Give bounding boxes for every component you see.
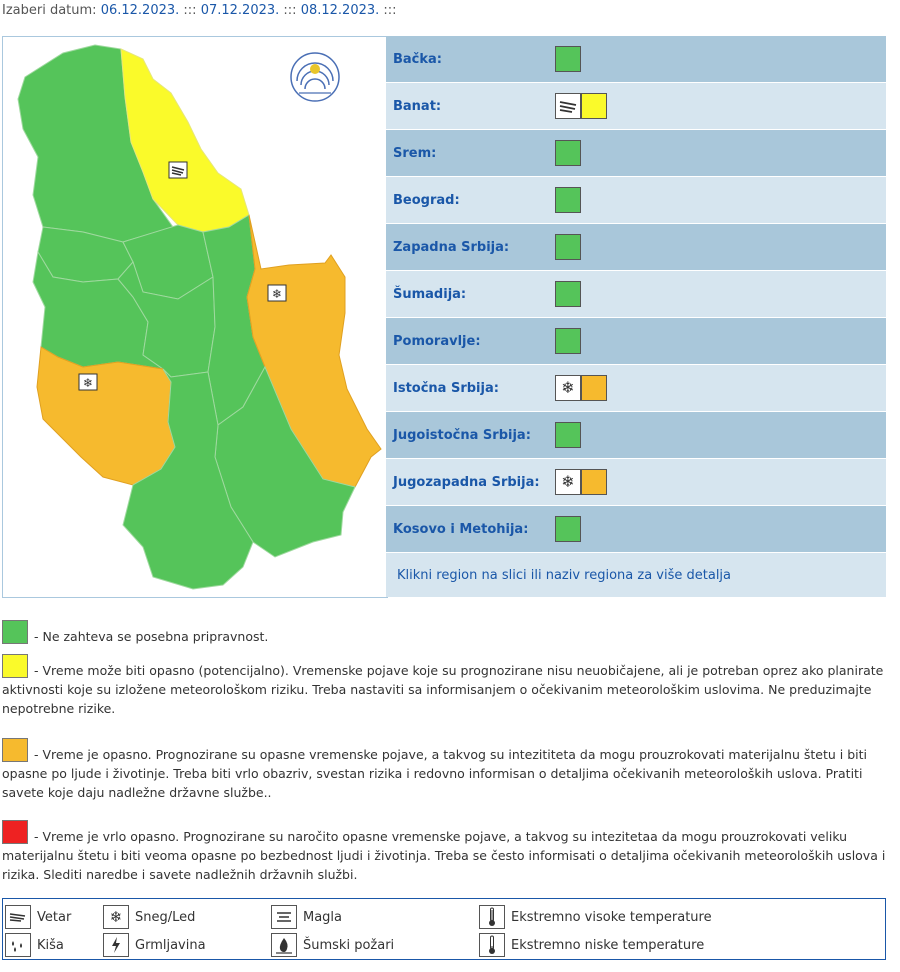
map-snow-marker [79, 374, 97, 390]
fog-icon [271, 905, 297, 929]
region-row[interactable] [386, 130, 886, 177]
warning-level-swatch [555, 140, 581, 166]
date-link-1[interactable]: 06.12.2023. [100, 3, 180, 18]
warning-indicator [555, 516, 581, 542]
region-name[interactable]: Jugozapadna Srbija: [393, 474, 540, 490]
icon-legend-label: Kiša [37, 937, 64, 953]
warning-indicator [555, 469, 607, 495]
wind-icon [5, 905, 31, 929]
map-snow-marker [268, 285, 286, 301]
svg-text:❄: ❄ [271, 287, 283, 301]
region-list [386, 36, 886, 597]
region-row[interactable] [386, 177, 886, 224]
warning-indicator [555, 234, 581, 260]
region-row[interactable] [386, 36, 886, 83]
date-separator: ::: [283, 3, 297, 18]
legend-orange [2, 738, 886, 802]
warning-indicator [555, 140, 581, 166]
thunderstorm-icon [103, 933, 129, 957]
region-row[interactable] [386, 506, 886, 553]
legend-text-red: - Vreme je vrlo opasno. Prognozirane su naročito opasne vremenske pojave, a takvog su intezitetaa da mogu prouzrokovati veliku materijalnu štetu i biti veoma opasne po bezbednost ljudi i životinja. Treba se često informisati o detaljima očekivanih meteoroloških uslova i rizika. Slediti naredbe i savete nadležnih državnih službi. [2, 829, 886, 882]
legend-text-yellow: - Vreme može biti opasno (potencijalno). Vremenske pojave koje su prognozirane nisu neuobičajene, ali je potreban oprez ako planirate aktivnosti koje su izložene meteorološkom riziku. Treba nastaviti sa informisanjem o očekivanim meteorološkim uslovima. Ne preduzimajte nepotrebne rizike. [2, 663, 884, 716]
region-name[interactable]: Srem: [393, 145, 437, 161]
icon-legend-item [5, 905, 71, 929]
forest-fire-icon [271, 933, 297, 957]
region-name[interactable]: Pomoravlje: [393, 333, 481, 349]
region-name[interactable]: Istočna Srbija: [393, 380, 499, 396]
region-row[interactable] [386, 224, 886, 271]
icon-legend-item [5, 933, 64, 957]
warning-indicator [555, 328, 581, 354]
icon-legend-item [271, 905, 342, 929]
icon-legend-item [103, 933, 206, 957]
icon-legend-item [479, 905, 712, 929]
legend-swatch-red [2, 820, 28, 844]
warning-level-swatch [581, 93, 607, 119]
icon-legend-label: Magla [303, 909, 343, 925]
warning-level-swatch [581, 469, 607, 495]
legend-swatch-orange [2, 738, 28, 762]
warning-map [2, 36, 388, 598]
region-row[interactable] [386, 271, 886, 318]
date-link-2[interactable]: 07.12.2023. [200, 3, 280, 18]
wind-icon [555, 93, 581, 119]
icon-legend-label: Ekstremno niske temperature [511, 937, 705, 953]
region-row[interactable] [386, 318, 886, 365]
legend-text-green: - Ne zahteva se posebna pripravnost. [34, 629, 269, 644]
warning-indicator [555, 281, 581, 307]
icon-legend [2, 898, 886, 960]
snow-ice-icon: ❄ [103, 905, 129, 929]
legend-green [2, 620, 886, 646]
legend-red [2, 820, 886, 884]
svg-text:❄: ❄ [82, 376, 94, 390]
icon-legend-label: Sneg/Led [135, 909, 196, 925]
warning-indicator [555, 422, 581, 448]
warning-indicator [555, 375, 607, 401]
warning-indicator [555, 46, 581, 72]
region-name[interactable]: Beograd: [393, 192, 460, 208]
rhmz-logo [291, 53, 339, 101]
region-name[interactable]: Kosovo i Metohija: [393, 521, 529, 537]
region-row[interactable] [386, 412, 886, 459]
date-separator: ::: [183, 3, 197, 18]
legend-text-orange: - Vreme je opasno. Prognozirane su opasne vremenske pojave, a takvog su intezititeta da mogu prouzrokovati materijalnu štetu i biti opasne po ljude i životinje. Treba biti vrlo obazriv, svestan rizika i redovno informisan o detaljima očekivanih meteoroloških uslova. Pratiti savete koje daju nadležne državne službe.. [2, 747, 868, 800]
rain-icon [5, 933, 31, 957]
map-wind-marker [169, 162, 187, 178]
warning-level-swatch [555, 328, 581, 354]
region-name[interactable]: Bačka: [393, 51, 443, 67]
region-row[interactable] [386, 459, 886, 506]
date-link-3[interactable]: 08.12.2023. [300, 3, 380, 18]
legend-swatch-green [2, 620, 28, 644]
date-separator: ::: [383, 3, 397, 18]
warning-level-swatch [555, 234, 581, 260]
map-hint: Klikni region na slici ili naziv regiona za više detalja [386, 553, 886, 597]
serbia-map [3, 37, 387, 597]
icon-legend-label: Ekstremno visoke temperature [511, 909, 712, 925]
date-selector [2, 3, 397, 18]
snow-ice-icon: ❄ [555, 469, 581, 495]
region-row[interactable] [386, 83, 886, 130]
warning-level-swatch [555, 516, 581, 542]
warning-indicator [555, 93, 607, 119]
icon-legend-label: Grmljavina [135, 937, 206, 953]
legend-yellow [2, 654, 886, 718]
warning-level-swatch [581, 375, 607, 401]
region-name[interactable]: Banat: [393, 98, 442, 114]
region-name[interactable]: Jugoistočna Srbija: [393, 427, 531, 443]
icon-legend-item [271, 933, 394, 957]
warning-indicator [555, 187, 581, 213]
map-region-jugozapadna[interactable] [37, 347, 175, 485]
legend-swatch-yellow [2, 654, 28, 678]
snow-ice-icon: ❄ [555, 375, 581, 401]
icon-legend-item [479, 933, 704, 957]
icon-legend-item [103, 905, 195, 929]
date-selector-label: Izaberi datum: [2, 3, 97, 18]
region-name[interactable]: Šumadija: [393, 286, 467, 302]
region-row[interactable] [386, 365, 886, 412]
high-temperature-icon [479, 905, 505, 929]
warning-level-swatch [555, 187, 581, 213]
region-name[interactable]: Zapadna Srbija: [393, 239, 510, 255]
icon-legend-label: Vetar [37, 909, 72, 925]
warning-level-swatch [555, 281, 581, 307]
low-temperature-icon [479, 933, 505, 957]
warning-level-swatch [555, 46, 581, 72]
icon-legend-label: Šumski požari [303, 937, 395, 953]
warning-level-swatch [555, 422, 581, 448]
